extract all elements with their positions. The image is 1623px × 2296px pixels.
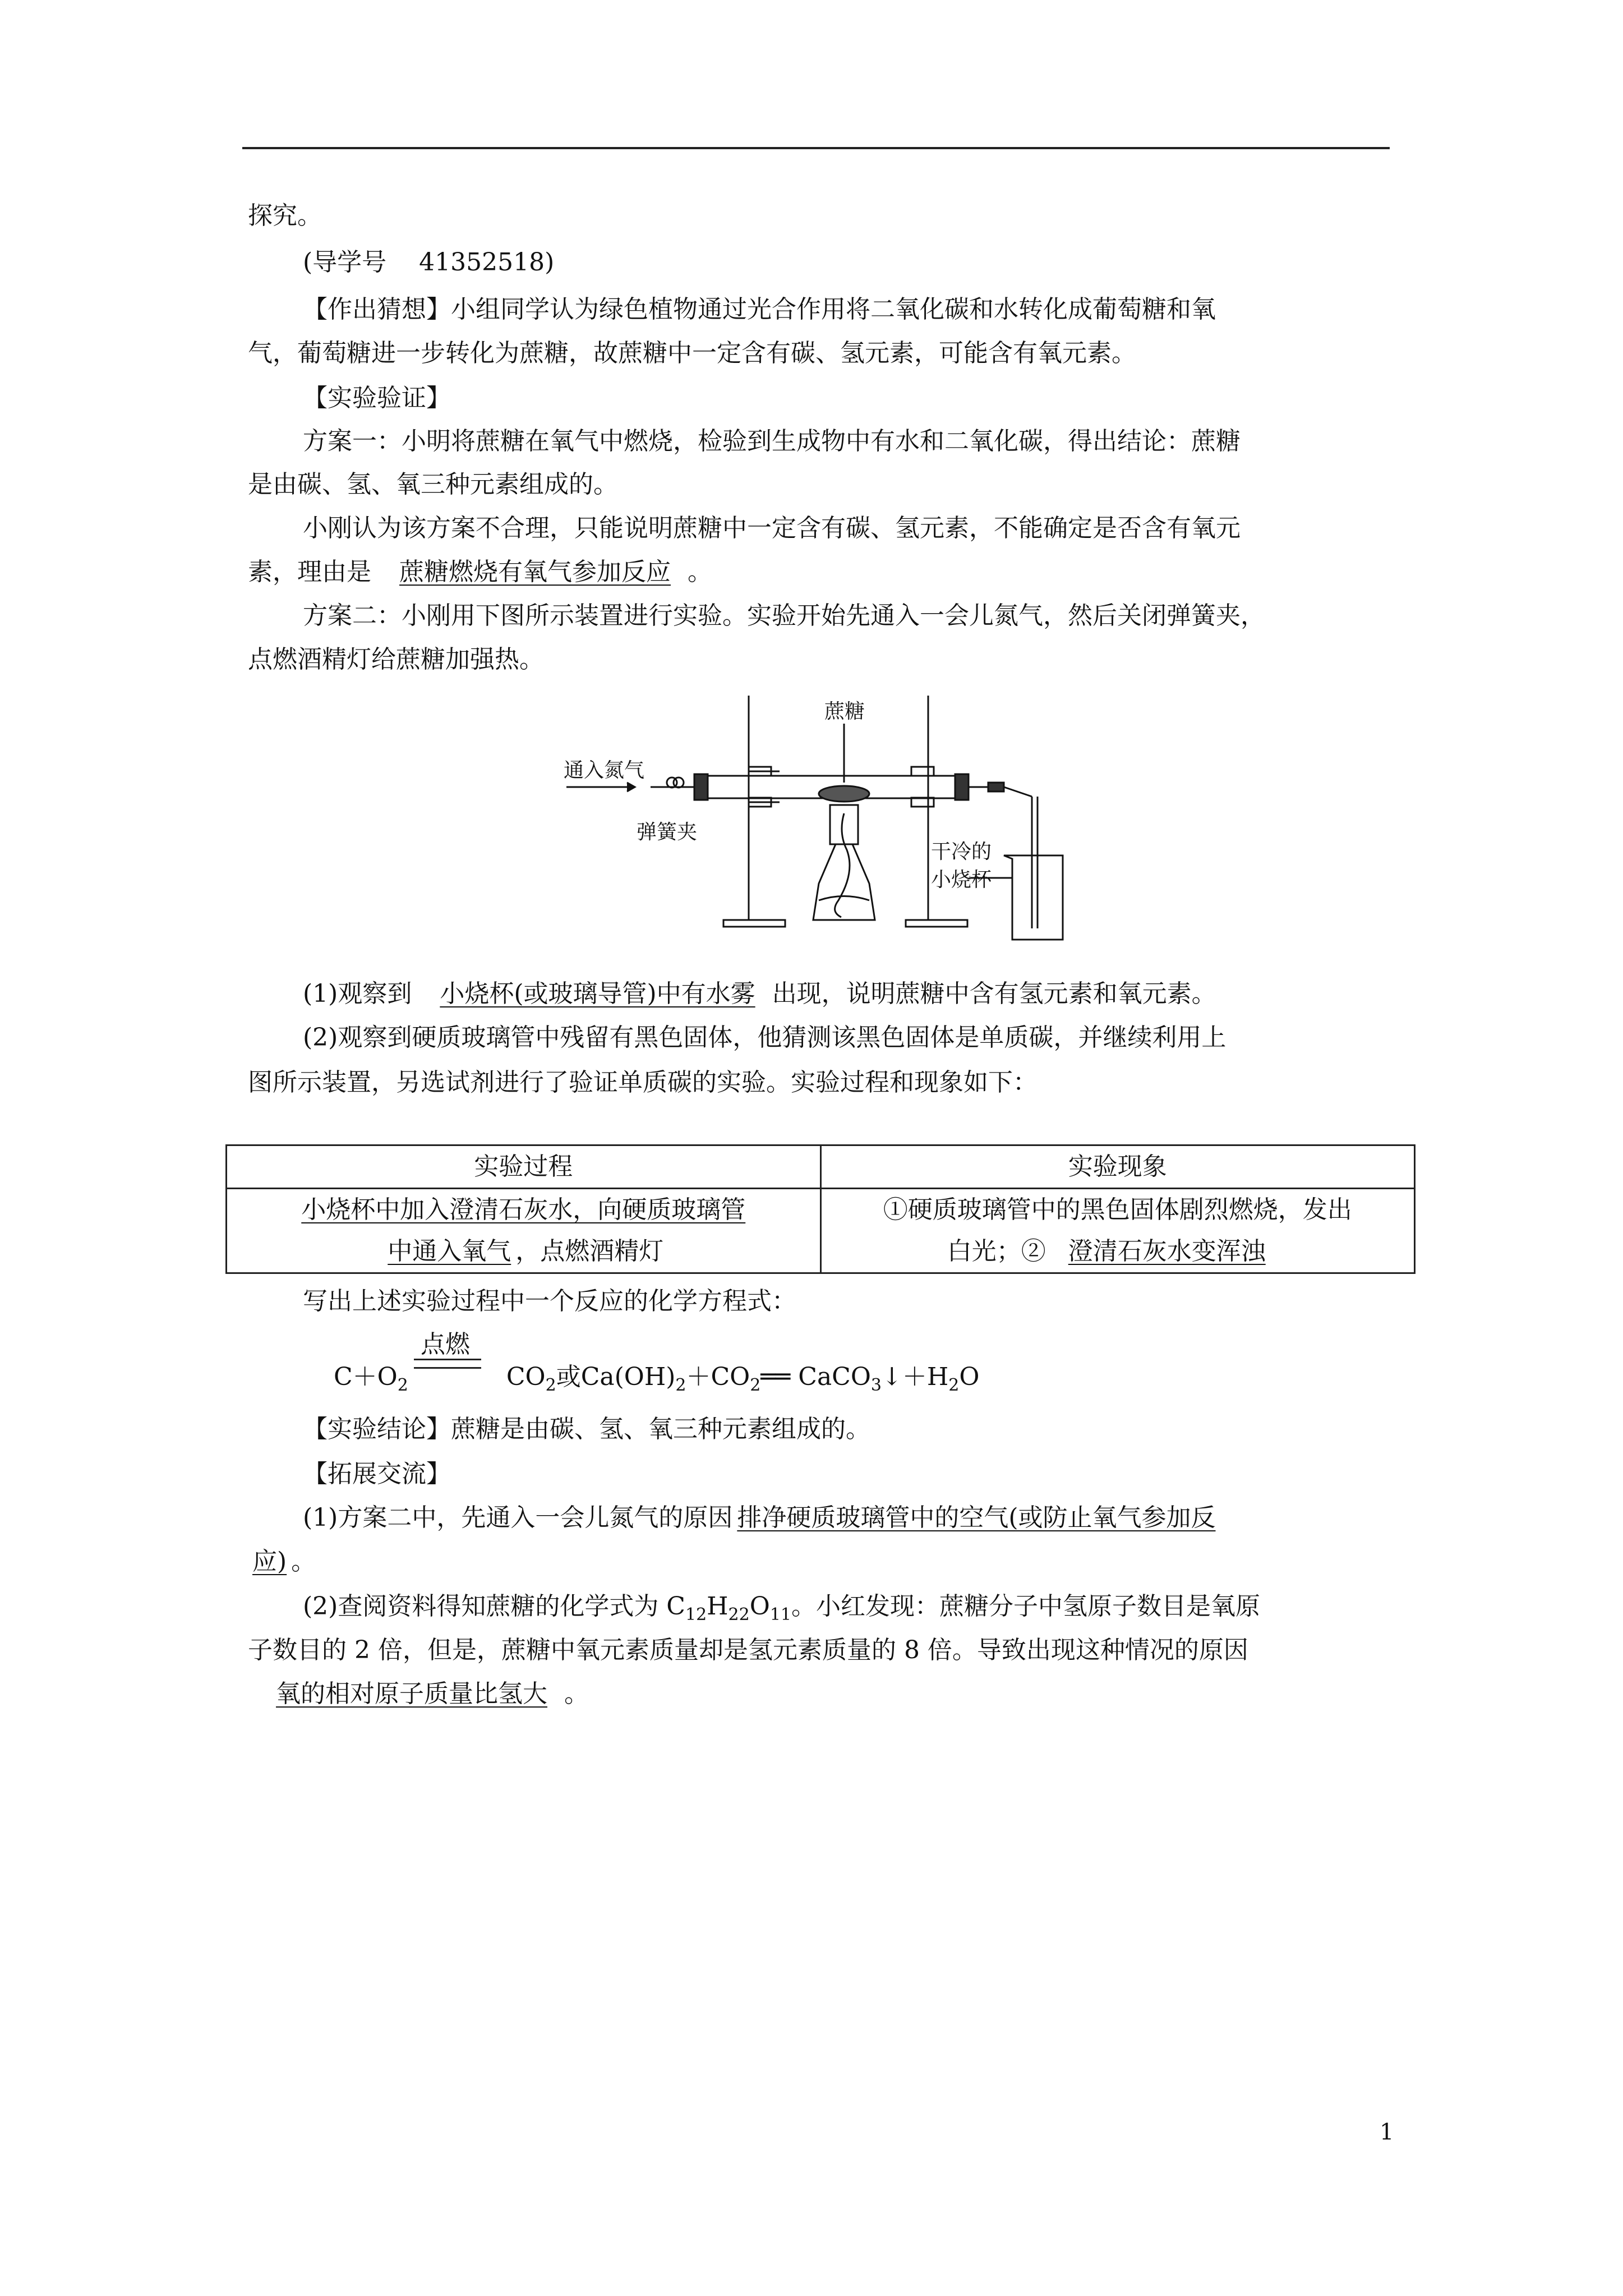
answer-blank: 排净硬质玻璃管中的空气(或防止氧气参加反	[737, 1503, 1216, 1532]
plan2-line-2: 点燃酒精灯给蔗糖加强热。	[248, 645, 544, 674]
answer-blank: 蔗糖燃烧有氧气参加反应	[399, 558, 671, 586]
intro-tail: 探究。	[248, 201, 322, 230]
equation-body: $C+O_2$ $CO_2$或$Ca(OH)_2+CO_2══$ $CaCO_3↓+H_2O$	[334, 1363, 980, 1395]
ext1-line-1: (1)方案二中，先通入一会儿氮气的原因 排净硬质玻璃管中的空气(或防止氧气参加反	[303, 1501, 1220, 1535]
equation-prompt: 写出上述实验过程中一个反应的化学方程式：	[303, 1287, 796, 1315]
table-header-phenomenon: 实验现象	[820, 1145, 1415, 1189]
hypothesis-line-1: 【作出猜想】小组同学认为绿色植物通过光合作用将二氧化碳和水转化成葡萄糖和氧	[303, 295, 1216, 324]
ext2-line-3: 氧的相对原子质量比氢大 。	[248, 1677, 589, 1711]
chemical-equation	[303, 1324, 1032, 1397]
label-sucrose: 蔗糖	[824, 700, 865, 723]
plan1-line-2: 是由碳、氢、氧三种元素组成的。	[248, 470, 618, 499]
ext1-line-2: 应) 。	[248, 1545, 316, 1579]
apparatus-figure	[555, 693, 1077, 945]
critique-line-1: 小刚认为该方案不合理，只能说明蔗糖中一定含有碳、氢元素，不能确定是否含有氧元	[303, 514, 1241, 542]
table-cell-phenomenon: ①硬质玻璃管中的黑色固体剧烈燃烧，发出 白光；② 澄清石灰水变浑浊	[820, 1189, 1415, 1273]
answer-blank: 中通入氧气	[388, 1237, 511, 1266]
apparatus-diagram	[555, 693, 1077, 945]
experiment-table	[225, 1144, 1415, 1274]
page-number: 1	[1380, 2119, 1394, 2145]
hypothesis-line-2: 气，葡萄糖进一步转化为蔗糖，故蔗糖中一定含有碳、氢元素，可能含有氧元素。	[248, 339, 1136, 367]
table-header-process: 实验过程	[227, 1145, 821, 1189]
answer-blank: 应)	[252, 1547, 287, 1576]
header-rule	[242, 147, 1390, 149]
q2-line-2: 图所示装置，另选试剂进行了验证单质碳的实验。实验过程和现象如下：	[248, 1068, 1038, 1097]
answer-blank: 小烧杯中加入澄清石灰水，向硬质玻璃管	[301, 1195, 746, 1224]
label-beaker-2: 小烧杯	[931, 868, 992, 891]
answer-blank: 氧的相对原子质量比氢大	[276, 1680, 547, 1708]
label-clip: 弹簧夹	[637, 821, 698, 844]
q1-line: (1)观察到 小烧杯(或玻璃导管)中有水雾 出现，说明蔗糖中含有氢元素和氧元素。	[303, 979, 1216, 1008]
table-cell-process: 小烧杯中加入澄清石灰水，向硬质玻璃管 中通入氧气 ，点燃酒精灯	[227, 1189, 821, 1273]
extension-heading: 【拓展交流】	[303, 1460, 451, 1488]
conclusion-line: 【实验结论】蔗糖是由碳、氢、氧三种元素组成的。	[303, 1415, 870, 1443]
answer-blank: 澄清石灰水变浑浊	[1068, 1237, 1266, 1266]
reaction-condition: 点燃	[421, 1330, 470, 1359]
verification-heading: 【实验验证】	[303, 384, 451, 412]
critique-line-2: 素，理由是 蔗糖燃烧有氧气参加反应 。	[248, 558, 712, 586]
answer-blank: 小烧杯(或玻璃导管)中有水雾	[440, 979, 755, 1008]
plan1-line-1: 方案一：小明将蔗糖在氧气中燃烧，检验到生成物中有水和二氧化碳，得出结论：蔗糖	[303, 427, 1241, 455]
label-beaker-1: 干冷的	[931, 840, 992, 863]
ext2-line-1: (2)查阅资料得知蔗糖的化学式为 $C_{12}H_{22}O_{11}$。小红发现：蔗糖分子中氢原子数目是氧原	[303, 1592, 1260, 1625]
guide-number: (导学号 41352518)	[303, 248, 555, 277]
label-nitrogen: 通入氮气	[564, 759, 645, 782]
ext2-line-2: 子数目的 2 倍，但是，蔗糖中氧元素质量却是氢元素质量的 8 倍。导致出现这种情况的原因	[248, 1636, 1248, 1664]
plan2-line-1: 方案二：小刚用下图所示装置进行实验。实验开始先通入一会儿氮气，然后关闭弹簧夹，	[303, 601, 1265, 630]
q2-line-1: (2)观察到硬质玻璃管中残留有黑色固体，他猜测该黑色固体是单质碳，并继续利用上	[303, 1023, 1227, 1052]
